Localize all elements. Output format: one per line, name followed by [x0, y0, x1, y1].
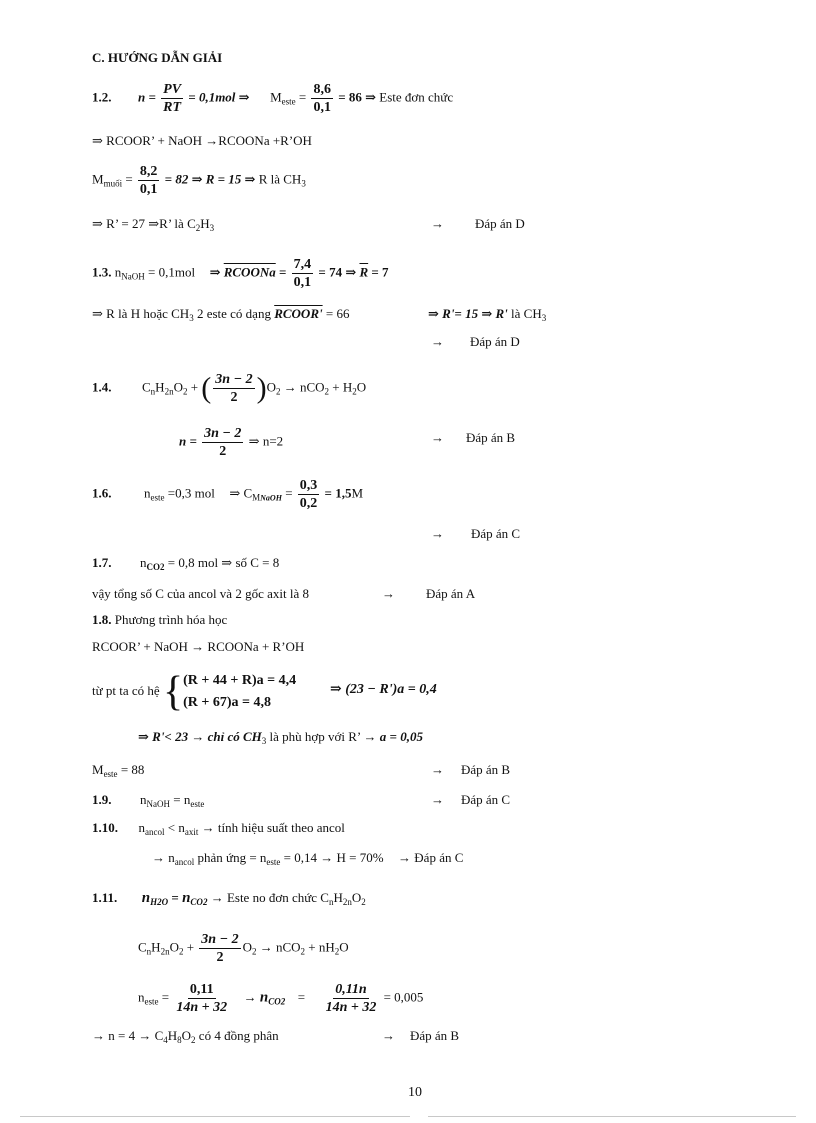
subscript: 2: [157, 897, 162, 907]
fraction-86: [311, 82, 333, 115]
frac-den: 0,1: [313, 100, 331, 115]
combustion-line: [138, 932, 349, 965]
subscript: 2: [202, 897, 208, 907]
subscript: 2: [251, 946, 257, 957]
answer-arrow: →: [382, 1028, 395, 1043]
subscript: muối: [103, 178, 123, 189]
subscript: este: [281, 96, 296, 107]
subscript: 2: [275, 386, 281, 397]
frac-num: 3n − 2: [215, 372, 253, 387]
eq-text: n =: [179, 433, 197, 449]
subscript: ancol: [145, 827, 165, 837]
subscript: este: [190, 799, 205, 809]
eq-text: H: [200, 216, 210, 231]
subscript: 2: [324, 386, 330, 397]
subscript: axit: [184, 827, 199, 837]
eq-text: = 0,005: [383, 989, 424, 1005]
eq-text: = 88: [117, 762, 145, 777]
eq-text: C: [142, 379, 151, 395]
eq-text: ⇒ R'< 23 → chỉ có CH: [138, 729, 262, 744]
system-eq: (R + 67)a = 4,8: [183, 695, 272, 711]
n-este-line: [138, 982, 423, 1015]
eq-text: < n: [164, 820, 185, 835]
eq-text: = 0,1mol ⇒: [188, 89, 250, 105]
frac-num: PV: [163, 82, 182, 97]
subscript: 2: [361, 897, 366, 907]
eq-text: H: [155, 379, 165, 395]
answer-label: Đáp án D: [475, 216, 525, 231]
condition-line: [138, 729, 423, 745]
eq-text: từ pt ta có hệ: [92, 683, 160, 698]
subscript: n: [328, 897, 334, 907]
eq-text: = 0,14 → H = 70%: [280, 850, 384, 865]
problem-1-10-line: [92, 820, 345, 836]
frac-num: 8,2: [139, 164, 158, 179]
problem-number: 1.4.: [92, 379, 112, 395]
problem-1-11-line: [92, 890, 366, 906]
r-is-h-line: [92, 306, 349, 322]
n-equals-line: [179, 426, 283, 459]
subscript: 2n: [342, 897, 352, 907]
subscript: este: [103, 769, 118, 779]
subscript: M: [252, 492, 261, 503]
page-heading: C. HƯỚNG DẪN GIẢI: [92, 50, 223, 65]
eq-text: = 0,8 mol ⇒ số C = 8: [167, 555, 280, 570]
eq-text: a = 0,05: [379, 729, 423, 744]
subscript: 3: [261, 736, 267, 746]
eq-text: → nCO: [283, 379, 325, 395]
system-eq: (R + 44 + R)a = 4,4: [183, 673, 297, 689]
subscript: n: [146, 946, 152, 957]
r-is-ch3-line: [428, 306, 546, 322]
eq-text: ⇒: [209, 264, 221, 280]
problem-number: 1.10.: [92, 820, 118, 835]
subscript: 2n: [164, 386, 174, 397]
eq-text: M: [351, 485, 364, 501]
eq-text: n: [114, 264, 122, 280]
eq-text: có 4 đồng phân: [195, 1028, 279, 1043]
problem-number: 1.11.: [92, 890, 118, 905]
subscript: este: [144, 996, 159, 1007]
right-paren: ): [256, 371, 267, 405]
answer-arrow: →: [431, 762, 444, 777]
frac-num: 0,3: [299, 478, 318, 493]
subscript: 3: [541, 313, 547, 323]
subscript: este: [150, 492, 165, 503]
frac-num: 8,6: [313, 82, 331, 97]
frac-num: 0,11n: [335, 982, 367, 997]
eq-text: = 7: [371, 264, 389, 280]
problem-1-2-line: [92, 82, 453, 115]
eq-text: =: [298, 89, 307, 105]
answer-label: Đáp án D: [470, 334, 520, 349]
eq-text: O: [169, 939, 179, 955]
yield-line: [152, 850, 463, 866]
subscript: CO: [190, 897, 203, 907]
frac-den: 2: [230, 390, 238, 405]
fraction-82: [138, 164, 160, 197]
eq-text: RCOONa: [223, 264, 276, 280]
eq-text: = 1,5: [324, 485, 352, 501]
subscript: NaOH: [260, 493, 282, 503]
subscript: 3: [209, 223, 215, 233]
eq-text: ⇒ R là H hoặc CH: [92, 306, 190, 321]
eq-text: H: [167, 1028, 178, 1043]
subscript: 2: [352, 386, 357, 397]
subscript: O: [161, 897, 169, 907]
eq-text: → n: [152, 850, 175, 865]
system-result: ⇒ (23 − R')a = 0,4: [330, 682, 437, 697]
eq-text: O: [181, 1028, 192, 1043]
eq-text: RCOOR': [274, 306, 323, 321]
frac-den: 0,1: [139, 182, 158, 197]
answer-arrow: →: [431, 334, 444, 349]
eq-text: + nH: [305, 939, 335, 955]
eq-text: →: [243, 989, 257, 1005]
eq-text: n: [144, 485, 151, 501]
eq-text: n: [182, 890, 191, 906]
frac-den: 14n + 32: [176, 1000, 228, 1015]
frac-num: 3n − 2: [201, 932, 239, 947]
answer-label: Đáp án B: [466, 430, 516, 445]
answer-label: Đáp án A: [426, 586, 476, 601]
eq-text: = 86 ⇒: [338, 89, 377, 105]
eq-text: = n: [170, 792, 191, 807]
eq-text: ⇒ C: [229, 485, 253, 501]
fraction-74: [292, 257, 314, 290]
answer-label: Đáp án C: [461, 792, 511, 807]
problem-number: 1.3.: [92, 264, 112, 280]
subscript: 3: [301, 178, 306, 189]
subscript: ancol: [174, 857, 195, 867]
brace: {: [162, 669, 184, 716]
frac-num: 7,4: [293, 257, 312, 272]
eq-text: +: [190, 379, 199, 395]
eq-text: C: [138, 939, 147, 955]
problem-number: 1.7.: [92, 555, 112, 570]
eq-text: =: [171, 890, 179, 905]
answer-label: Đáp án C: [471, 526, 521, 541]
fraction-3n-2: [213, 372, 254, 405]
subscript: NaOH: [121, 271, 145, 282]
subscript: n: [150, 386, 156, 397]
m-este-line: [92, 762, 144, 778]
eq-text: là CH: [507, 306, 542, 321]
eq-text: M: [92, 762, 104, 777]
problem-number: 1.6.: [92, 485, 112, 501]
problem-number: 1.2.: [92, 89, 112, 105]
problem-number: 1.8.: [92, 612, 112, 627]
subscript: 2: [191, 1035, 196, 1045]
subscript: 4: [163, 1035, 168, 1045]
fraction-011n: [324, 982, 379, 1015]
problem-number: 1.9.: [92, 792, 112, 807]
eq-text: n =: [138, 89, 156, 105]
left-paren: (: [201, 371, 212, 405]
eq-text: → n = 4 → C: [92, 1028, 164, 1043]
subscript: 2n: [160, 946, 170, 957]
subscript: 2: [178, 946, 184, 957]
eq-text: =: [285, 485, 293, 501]
equation-system: [183, 670, 296, 714]
subscript: NaOH: [146, 799, 170, 809]
footer-divider-right: [428, 1116, 796, 1117]
eq-text: H: [151, 939, 161, 955]
frac-den: 2: [216, 950, 224, 965]
eq-text: = 74 ⇒: [318, 264, 357, 280]
problem-1-7-line: [92, 555, 279, 571]
eq-text: → Đáp án C: [398, 850, 464, 865]
subscript: CO: [268, 996, 281, 1007]
eq-text: +: [183, 939, 198, 955]
eq-text: ⇒ n=2: [248, 433, 284, 449]
eq-text: Phương trình hóa học: [114, 612, 228, 627]
subscript: 2: [280, 996, 286, 1007]
eq-text: O: [266, 379, 276, 395]
frac-num: 3n − 2: [204, 426, 242, 441]
eq-text: ⇒ R’ = 27 ⇒R’ là C: [92, 216, 196, 231]
eq-text: n: [259, 989, 269, 1006]
eq-text: =: [297, 989, 306, 1005]
fraction-3n-2b: [202, 426, 243, 459]
eq-text: n: [140, 555, 147, 570]
frac-den: 2: [219, 444, 227, 459]
isomer-line: [92, 1028, 279, 1044]
problem-1-3-line: [92, 257, 389, 290]
answer-label: Đáp án B: [410, 1028, 460, 1043]
frac-den: 14n + 32: [325, 1000, 377, 1015]
answer-arrow: →: [431, 430, 444, 445]
frac-num: 0,11: [189, 982, 214, 997]
eq-text: = 82 ⇒ R = 15 ⇒: [164, 171, 256, 187]
eq-text: ⇒ R'= 15 ⇒ R': [428, 306, 508, 321]
footer-divider-left: [20, 1116, 410, 1117]
eq-text: là phù hợp với R’ →: [266, 729, 380, 744]
eq-text: 2 este có dạng: [193, 306, 275, 321]
subscript: CO: [146, 562, 160, 572]
eq-text: H: [333, 890, 343, 905]
eq-text: n: [138, 820, 145, 835]
eq-text: O: [242, 939, 252, 955]
eq-text: =: [125, 171, 133, 187]
subscript: 2: [334, 946, 340, 957]
eq-text: =0,3 mol: [167, 485, 215, 501]
eq-text: Este đơn chức: [379, 89, 454, 105]
frac-den: 0,1: [293, 275, 312, 290]
subscript: 3: [189, 313, 194, 323]
problem-1-8-line: [92, 612, 227, 628]
eq-text: O: [356, 379, 367, 395]
r27-line: [92, 216, 214, 232]
muoi-line: [92, 164, 306, 197]
fraction-03-02: [298, 478, 320, 511]
reaction-line: RCOOR’ + NaOH → RCOONa + R’OH: [92, 639, 305, 654]
fraction-pv-rt: [161, 82, 183, 115]
subscript: H: [150, 897, 158, 907]
answer-label: Đáp án B: [461, 762, 511, 777]
answer-arrow: →: [431, 526, 444, 541]
eq-text: R là CH: [258, 171, 302, 187]
eq-text: =: [278, 264, 287, 280]
eq-text: n: [138, 989, 145, 1005]
eq-text: M: [92, 171, 104, 187]
fraction-3n-2c: [199, 932, 240, 965]
eq-text: n: [141, 890, 151, 906]
eq-text: = 0,1mol: [148, 264, 196, 280]
eq-text: + H: [329, 379, 353, 395]
eq-text: $\overline{R}$: [359, 264, 369, 280]
fraction-011: [174, 982, 229, 1015]
eq-text: O: [173, 379, 183, 395]
answer-arrow: →: [382, 586, 395, 601]
answer-arrow: →: [431, 792, 444, 807]
subscript: 8: [177, 1035, 182, 1045]
eq-text: → tính hiệu suất theo ancol: [198, 820, 345, 835]
problem-1-9-line: [92, 792, 204, 808]
eq-text: = 66: [322, 306, 350, 321]
eq-text: O: [339, 939, 349, 955]
eq-text: → Este no đơn chức C: [210, 890, 329, 905]
reaction-line: ⇒ RCOOR’ + NaOH →RCOONa +R’OH: [92, 133, 312, 148]
eq-text: M: [270, 89, 282, 105]
subscript: 2: [300, 946, 306, 957]
eq-text: phản ứng = n: [194, 850, 267, 865]
subscript: 2: [160, 562, 165, 572]
problem-1-4-line: [92, 372, 366, 405]
system-line: [92, 668, 296, 714]
ancol-line: vậy tổng số C của ancol và 2 gốc axit là 8: [92, 586, 309, 601]
answer-arrow: →: [431, 216, 444, 231]
eq-text: n: [140, 792, 147, 807]
subscript: 2: [195, 223, 201, 233]
eq-text: → nCO: [256, 939, 301, 955]
problem-1-6-line: [92, 478, 363, 511]
frac-den: 0,2: [299, 496, 318, 511]
page-number: 10: [408, 1085, 422, 1100]
subscript: este: [266, 857, 281, 867]
eq-text: =: [161, 989, 170, 1005]
subscript: 2: [182, 386, 188, 397]
frac-den: RT: [163, 100, 182, 115]
eq-text: O: [351, 890, 362, 905]
